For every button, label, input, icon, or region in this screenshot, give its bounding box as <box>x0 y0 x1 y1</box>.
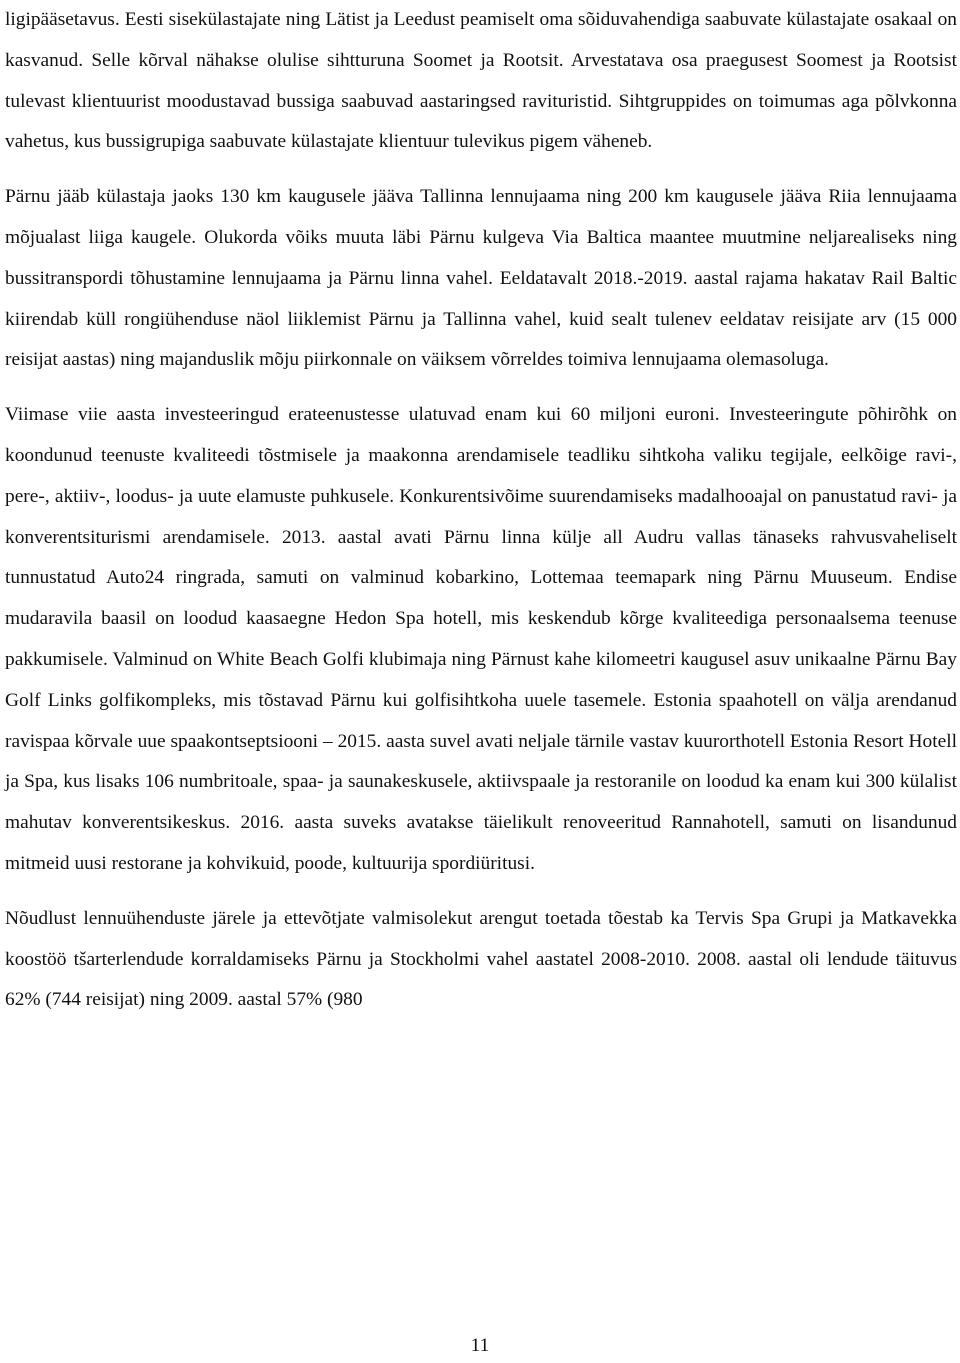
paragraph-gap <box>5 885 957 899</box>
document-body <box>5 0 957 1021</box>
paragraph-visitor-markets: ligipääsetavus. Eesti sisekülastajate ning Lätist ja Leedust peamiselt oma sõiduvahendiga saabuvate külastajate osakaal on kasvanud. Selle kõrval nähakse olulise sihtturuna Soomet ja Rootsit. Arvestatava osa praegusest Soomest ja Rootsist tulevast klientuurist moodustavad bussiga saabuvad aastaringsed ravituristid. Sihtgruppides on toimumas aga põlvkonna vahetus, kus bussigrupiga saabuvate külastajate klientuur tulevikus pigem väheneb. <box>5 9 957 153</box>
page-number: 11 <box>470 1335 490 1356</box>
paragraph-gap <box>5 381 957 395</box>
paragraph-airport-accessibility: Pärnu jääb külastaja jaoks 130 km kaugusele jääva Tallinna lennujaama ning 200 km kaugusele jääva Riia lennujaama mõjualast liiga kaugele. Olukorda võiks muuta läbi Pärnu kulgeva Via Baltica maantee muutmine neljarealiseks ning bussitranspordi tõhustamine lennujaama ja Pärnu linna vahel. Eeldatavalt 2018.-2019. aastal rajama hakatav Rail Baltic kiirendab küll rongiühenduse näol liiklemist Pärnu ja Tallinna vahel, kuid sealt tulenev eeldatav reisijate arv (15 000 reisijat aastas) ning majanduslik mõju piirkonnale on väiksem võrreldes toimiva lennujaama olemasoluga. <box>5 186 957 371</box>
paragraph-charter-flights: Nõudlust lennuühenduste järele ja ettevõtjate valmisolekut arengut toetada tõestab ka Tervis Spa Grupi ja Matkavekka koostöö tšarterlendude korraldamiseks Pärnu ja Stockholmi vahel aastatel 2008-2010. 2008. aastal oli lendude täituvus 62% (744 reisijat) ning 2009. aastal 57% (980 <box>5 907 957 1011</box>
paragraph-gap <box>5 163 957 177</box>
paragraph-investments: Viimase viie aasta investeeringud erateenustesse ulatuvad enam kui 60 miljoni euroni. Investeeringute põhirõhk on koondunud teenuste kvaliteedi tõstmisele ja maakonna arendamisele teadliku sihtkoha valiku tegijale, eelkõige ravi-, pere-, aktiiv-, loodus- ja uute elamuste puhkusele. Konkurentsivõime suurendamiseks madalhooajal on panustatud ravi- ja konverentsiturismi arendamisele. 2013. aastal avati Pärnu linna külje all Audru vallas tänaseks rahvusvaheliselt tunnustatud Auto24 ringrada, samuti on valminud kobarkino, Lottemaa teemapark ning Pärnu Muuseum. Endise mudaravila baasil on loodud kaasaegne Hedon Spa hotell, mis keskendub kõrge kvaliteediga personaalsema teenuse pakkumisele. Valminud on White Beach Golfi klubimaja ning Pärnust kahe kilomeetri kaugusel asuv unikaalne Pärnu Bay Golf Links golfikompleks, mis tõstavad Pärnu kui golfisihtkoha uuele tasemele. Estonia spaahotell on välja arendanud ravispaa kõrvale uue spaakontseptsiooni – 2015. aasta suvel avati neljale tärnile vastav kuurorthotell Estonia Resort Hotell ja Spa, kus lisaks 106 numbritoale, spaa- ja saunakeskusele, aktiivspaale ja restoranile on loodud ka enam kui 300 külalist mahutav konverentsikeskus. 2016. aasta suveks avatakse täielikult renoveeritud Rannahotell, samuti on lisandunud mitmeid uusi restorane ja kohvikuid, poode, kultuurija spordiüritusi. <box>5 404 957 874</box>
